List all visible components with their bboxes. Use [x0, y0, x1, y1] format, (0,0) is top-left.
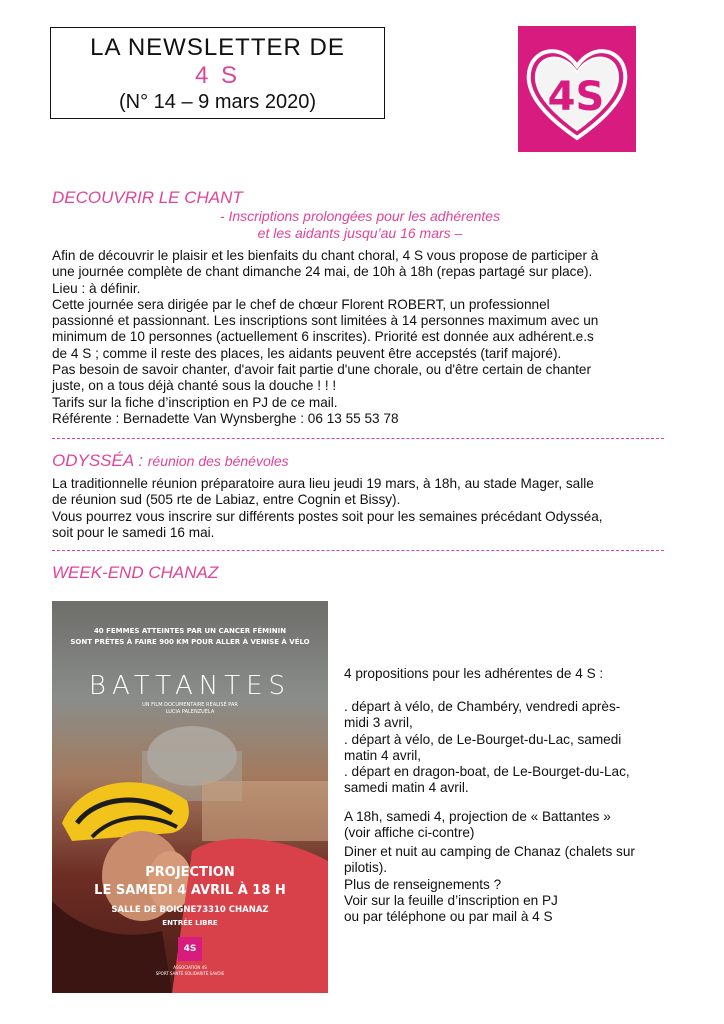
chant-line: Cette journée sera dirigée par le chef de chœur Florent ROBERT, un professionnel	[52, 296, 550, 312]
poster-assoc-2: SPORT SANTÉ SOLIDARITÉ SAVOIE	[155, 971, 225, 976]
chanaz-item: . départ à vélo, de Le-Bourget-du-Lac, samedi	[344, 731, 622, 747]
chant-line: une journée complète de chant dimanche 24 mai, de 10h à 18h (repas partagé sur place).	[52, 264, 593, 280]
chant-line: minimum de 10 personnes (actuellement 6 inscrites). Priorité est donnée aux adhérent.e.s	[52, 329, 594, 345]
odyssea-line: de réunion sud (505 rte de Labiaz, entre Cognin et Bissy).	[52, 492, 401, 508]
odyssea-line: soit pour le samedi 16 mai.	[52, 524, 215, 540]
odyssea-line: La traditionnelle réunion préparatoire aura lieu jeudi 19 mars, à 18h, au stade Mager, salle	[52, 476, 594, 491]
chant-line: Référente : Bernadette Van Wynsberghe : 06 13 55 53 78	[52, 410, 399, 426]
poster-venue: SALLE DE BOIGNE73310 CHANAZ	[111, 905, 269, 915]
chanaz-item: samedi matin 4 avril.	[344, 780, 469, 796]
poster-illustration	[52, 601, 328, 993]
chanaz-more-line: ou par téléphone ou par mail à 4 S	[344, 909, 553, 925]
newsletter-title-box	[50, 27, 385, 119]
battantes-poster	[52, 601, 328, 993]
chanaz-item: matin 4 avril,	[344, 747, 422, 763]
section-divider	[52, 438, 664, 439]
chant-line: Pas besoin de savoir chanter, d'avoir fait partie d'une chorale, ou d'être certain de chanter	[52, 362, 592, 378]
odyssea-body	[52, 476, 672, 541]
poster-title: BATTANTES	[88, 671, 292, 701]
newsletter-issue: (N° 14 – 9 mars 2020)	[119, 91, 316, 113]
chanaz-proj-line: (voir affiche ci-contre)	[344, 825, 475, 841]
chant-line: Tarifs sur la fiche d’inscription en PJ de ce mail.	[52, 394, 338, 410]
chant-body	[52, 248, 672, 427]
heading-chanaz: WEEK-END CHANAZ	[52, 563, 219, 582]
chanaz-more-line: Diner et nuit au camping de Chanaz (chalets sur	[344, 844, 635, 859]
chanaz-more	[344, 844, 684, 925]
chanaz-more-line: pilotis).	[344, 860, 388, 876]
chant-line: juste, on a tous déjà chanté sous la douche ! ! !	[52, 378, 337, 394]
heart-icon	[518, 26, 636, 152]
chant-line: Afin de découvrir le plaisir et les bienfaits du chant choral, 4 S vous propose de participer à	[52, 248, 599, 263]
odyssea-subtitle: réunion des bénévoles	[147, 453, 289, 469]
odyssea-line: Vous pourrez vous inscrire sur différents postes soit pour les semaines précédant Odysséa,	[52, 508, 603, 524]
chanaz-projection	[344, 809, 684, 842]
poster-entry: ENTRÉE LIBRE	[162, 919, 218, 927]
logo-text: 4S	[547, 74, 605, 120]
chanaz-item: . départ en dragon-boat, de Le-Bourget-du-Lac,	[344, 764, 630, 780]
odyssea-title: ODYSSÉA :	[52, 451, 144, 470]
chanaz-item: midi 3 avril,	[344, 715, 413, 731]
chant-line: de 4 S ; comme il reste des places, les aidants peuvent être accepstés (tarif majoré).	[52, 345, 562, 361]
chanaz-intro: 4 propositions pour les adhérentes de 4 S :	[344, 666, 604, 681]
poster-credit-2: LUCIA PALENZUELA	[165, 709, 215, 715]
poster-tagline-2: SONT PRÊTES À FAIRE 900 KM POUR ALLER À VENISE À VÉLO	[70, 638, 310, 646]
chant-subtitle-2: et les aidants jusqu’au 16 mars –	[257, 225, 463, 241]
chant-subtitle-1: - Inscriptions prolongées pour les adhérentes	[219, 208, 501, 224]
newsletter-title: LA NEWSLETTER DE	[90, 34, 345, 61]
newsletter-org: 4 S	[194, 62, 241, 89]
chanaz-more-line: Plus de renseignements ?	[344, 876, 502, 892]
chanaz-proj-line: A 18h, samedi 4, projection de « Battantes »	[344, 809, 611, 824]
poster-date: LE SAMEDI 4 AVRIL À 18 H	[94, 883, 286, 898]
section-divider	[52, 550, 664, 551]
chanaz-more-line: Voir sur la feuille d’inscription en PJ	[344, 892, 558, 908]
poster-tagline-1: 40 FEMMES ATTEINTES PAR UN CANCER FÉMININ	[93, 627, 287, 635]
logo-4s	[518, 26, 636, 152]
poster-logo: 4S	[178, 937, 202, 961]
poster-projection: PROJECTION	[145, 865, 235, 880]
chant-line: Lieu : à définir.	[52, 280, 141, 296]
chanaz-item: . départ à vélo, de Chambéry, vendredi après-	[344, 699, 621, 714]
poster-credit-1: UN FILM DOCUMENTAIRE RÉALISÉ PAR	[142, 702, 238, 708]
chanaz-list	[344, 699, 684, 797]
chant-line: passionné et passionnant. Les inscriptions sont limitées à 14 personnes maximum avec un	[52, 313, 599, 329]
heading-odyssea	[52, 451, 289, 471]
poster-assoc-1: ASSOCIATION 4S	[173, 965, 207, 970]
heading-chant: DECOUVRIR LE CHANT	[52, 188, 243, 207]
